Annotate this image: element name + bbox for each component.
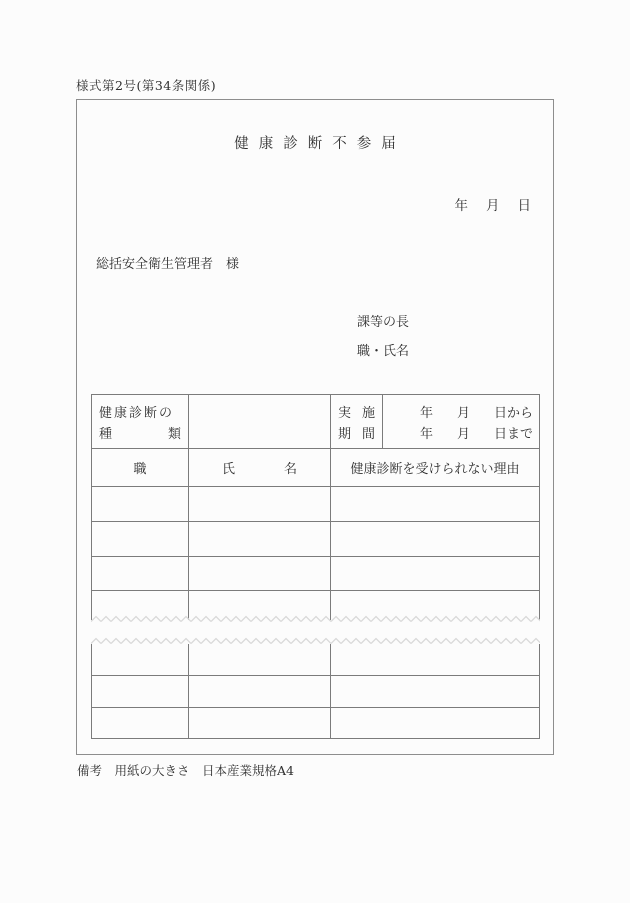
table-cell-reason	[331, 487, 539, 521]
period-char-4: 間	[361, 427, 375, 442]
table-lower-section	[91, 644, 540, 739]
period-label-line1	[338, 402, 375, 421]
date-month-label: 月	[486, 198, 500, 214]
table-cell-position	[92, 557, 189, 590]
sender-name-label: 職・氏名	[357, 344, 410, 359]
table-upper-section	[91, 394, 540, 620]
footer-note: 備考 用紙の大きさ 日本産業規格A4	[77, 763, 294, 778]
column-header-name	[189, 449, 331, 486]
name-header-last: 名	[283, 462, 297, 477]
table-cell-position	[92, 487, 189, 521]
tear-zigzag-top	[91, 615, 540, 623]
column-header-position: 職	[92, 449, 189, 486]
document-title: 健康診断不参届	[234, 136, 406, 152]
period-char-2: 施	[361, 406, 375, 421]
form-number-label: 様式第2号(第34条関係)	[76, 78, 217, 93]
table-row-column-headers	[92, 448, 539, 486]
document-border-box	[76, 99, 554, 755]
column-header-reason: 健康診断を受けられない理由	[350, 462, 520, 477]
sender-role-label: 課等の長	[357, 315, 410, 330]
date-day-label: 日	[517, 198, 531, 214]
table-cell-name	[189, 522, 331, 556]
table-cell-name	[189, 708, 331, 738]
period-to-day: 日まで	[493, 427, 533, 442]
exam-type-line2	[99, 423, 181, 442]
form-table	[91, 394, 540, 739]
table-cell-reason	[331, 676, 539, 707]
exam-type-line2-first: 種	[99, 427, 113, 442]
name-header-first: 氏	[222, 462, 236, 477]
table-cell-name	[189, 557, 331, 590]
table-row-empty	[92, 521, 539, 556]
table-cell-reason	[331, 644, 539, 675]
table-row-empty-torn	[92, 644, 539, 675]
exam-type-value-cell	[189, 395, 331, 448]
table-cell-position	[92, 644, 189, 675]
table-row-empty	[92, 486, 539, 521]
addressee-line: 総括安全衛生管理者 様	[96, 257, 240, 272]
period-to-line	[383, 423, 539, 442]
period-char-1: 実	[338, 406, 352, 421]
table-cell-name	[189, 487, 331, 521]
table-cell-name	[189, 644, 331, 675]
table-cell-position	[92, 522, 189, 556]
table-row-empty	[92, 675, 539, 707]
table-cell-position	[92, 708, 189, 738]
period-value-cell	[383, 395, 539, 448]
period-from-month: 月	[456, 406, 470, 421]
exam-type-line2-last: 類	[167, 427, 181, 442]
exam-type-line1: 健康診断の	[99, 406, 175, 421]
period-to-month: 月	[456, 427, 470, 442]
table-cell-reason	[331, 708, 539, 738]
table-row-empty	[92, 707, 539, 738]
exam-type-header-cell	[92, 395, 189, 448]
date-year-label: 年	[454, 198, 468, 214]
table-row-exam-period	[92, 395, 539, 448]
period-label-line2	[338, 423, 375, 442]
table-cell-name	[189, 676, 331, 707]
table-cell-position	[92, 676, 189, 707]
period-from-day: 日から	[493, 406, 533, 421]
date-line	[455, 194, 532, 214]
period-from-year: 年	[419, 406, 433, 421]
period-to-year: 年	[419, 427, 433, 442]
period-header-cell	[331, 395, 383, 448]
period-from-line	[383, 402, 539, 421]
table-cell-reason	[331, 522, 539, 556]
table-cell-reason	[331, 557, 539, 590]
table-row-empty	[92, 556, 539, 590]
period-char-3: 期	[338, 427, 352, 442]
